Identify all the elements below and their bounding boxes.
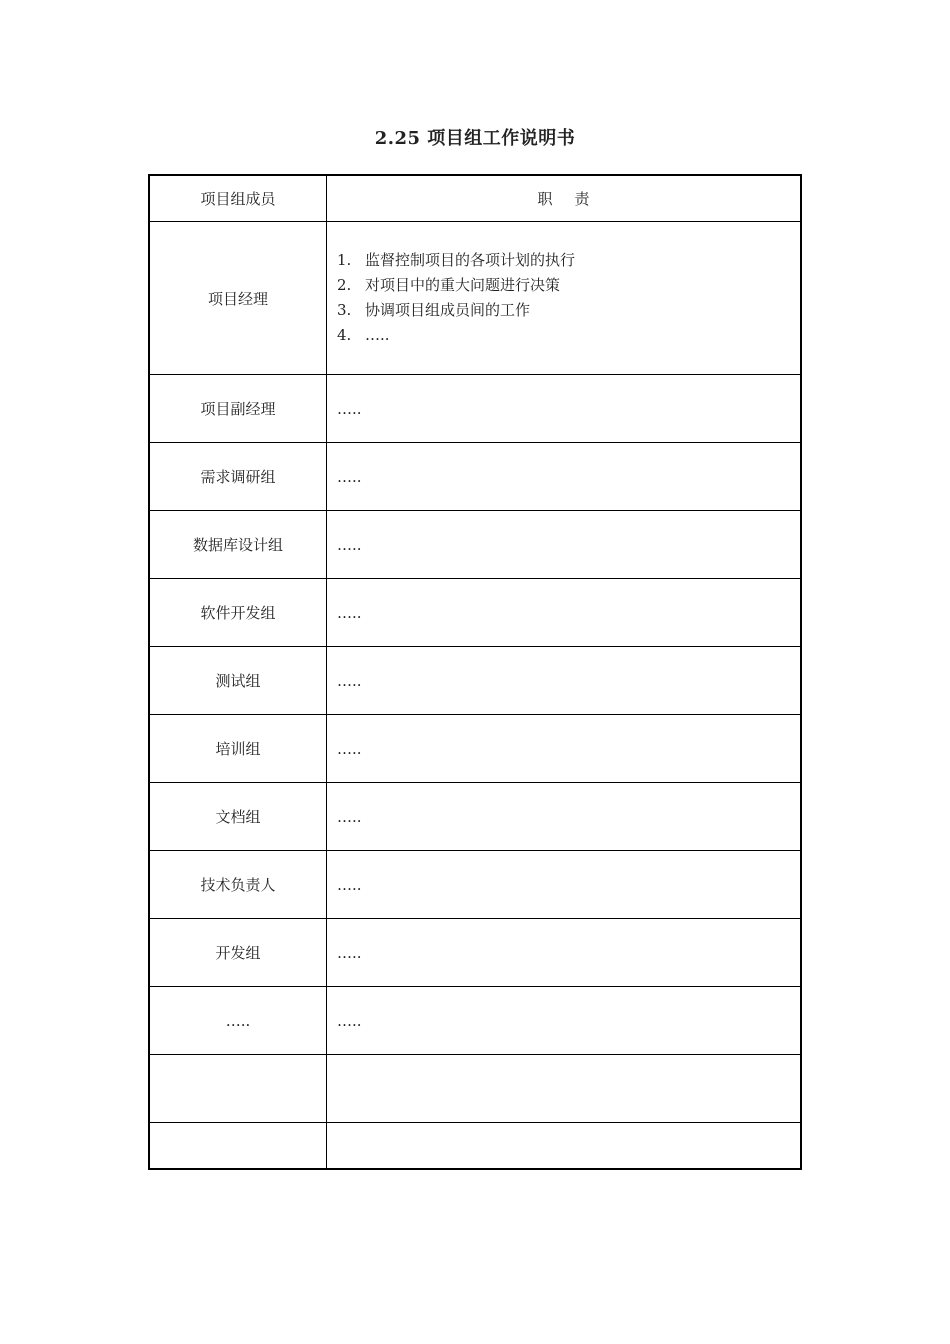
- duty-cell: …..: [327, 375, 802, 443]
- list-text: …..: [365, 326, 390, 344]
- header-member-cell: 项目组成员: [149, 175, 327, 222]
- member-cell: 项目副经理: [149, 375, 327, 443]
- list-number: 1.: [337, 251, 352, 269]
- duty-cell: [327, 1055, 802, 1123]
- table-row: [149, 851, 801, 919]
- table-row: [149, 919, 801, 987]
- table-row: [149, 647, 801, 715]
- duty-cell: …..: [327, 443, 802, 511]
- duty-cell: [327, 222, 802, 375]
- list-item: [337, 298, 800, 323]
- member-cell: [149, 1123, 327, 1170]
- list-item: [337, 323, 800, 348]
- list-text: 协调项目组成员间的工作: [365, 301, 531, 319]
- duty-cell: …..: [327, 783, 802, 851]
- member-cell: …..: [149, 987, 327, 1055]
- table-row: [149, 715, 801, 783]
- member-cell: 培训组: [149, 715, 327, 783]
- duty-cell: …..: [327, 579, 802, 647]
- member-cell: [149, 1055, 327, 1123]
- duty-table: [148, 174, 802, 1170]
- member-cell: 文档组: [149, 783, 327, 851]
- table-row: [149, 1123, 801, 1170]
- member-cell: 软件开发组: [149, 579, 327, 647]
- member-cell: 数据库设计组: [149, 511, 327, 579]
- list-number: 3.: [337, 301, 352, 319]
- duty-cell: …..: [327, 647, 802, 715]
- member-cell: 项目经理: [149, 222, 327, 375]
- duty-list: [337, 248, 800, 348]
- duty-cell: …..: [327, 987, 802, 1055]
- list-item: [337, 248, 800, 273]
- duty-cell: …..: [327, 851, 802, 919]
- duty-cell: …..: [327, 715, 802, 783]
- table-header-row: [149, 175, 801, 222]
- list-number: 4.: [337, 326, 352, 344]
- member-cell: 技术负责人: [149, 851, 327, 919]
- list-item: [337, 273, 800, 298]
- table-row: [149, 443, 801, 511]
- header-duty-cell: 职责: [327, 175, 802, 222]
- table-row: [149, 511, 801, 579]
- list-number: 2.: [337, 276, 352, 294]
- list-text: 对项目中的重大问题进行决策: [365, 276, 561, 294]
- duty-cell: …..: [327, 511, 802, 579]
- duty-cell: [327, 1123, 802, 1170]
- table-row: [149, 783, 801, 851]
- member-cell: 测试组: [149, 647, 327, 715]
- list-text: 监督控制项目的各项计划的执行: [365, 251, 576, 269]
- page-title: 2.25 项目组工作说明书: [374, 128, 576, 149]
- table-row: [149, 579, 801, 647]
- member-cell: 需求调研组: [149, 443, 327, 511]
- duty-cell: …..: [327, 919, 802, 987]
- table-row: [149, 987, 801, 1055]
- table-row: [149, 1055, 801, 1123]
- table-row: [149, 375, 801, 443]
- table-row: [149, 222, 801, 375]
- member-cell: 开发组: [149, 919, 327, 987]
